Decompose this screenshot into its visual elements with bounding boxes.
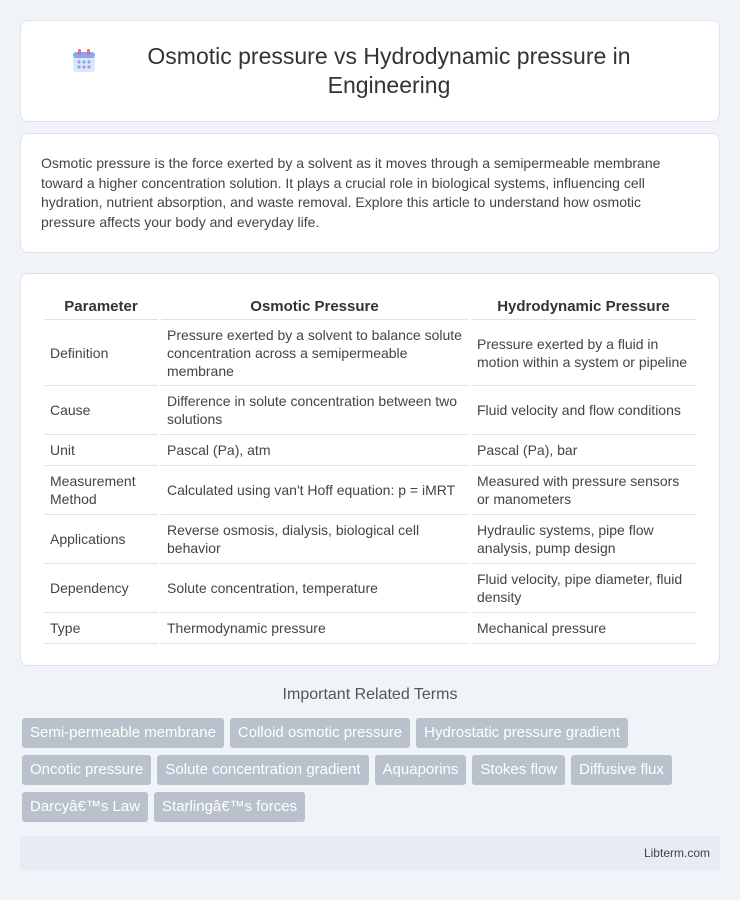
row-hydrodynamic: Mechanical pressure	[471, 613, 696, 644]
header-hydrodynamic: Hydrodynamic Pressure	[471, 294, 696, 320]
row-parameter: Measurement Method	[44, 466, 158, 515]
comparison-table	[41, 294, 699, 644]
footer-site-link[interactable]: Libterm.com	[643, 846, 710, 860]
row-parameter: Type	[44, 613, 158, 644]
related-term-tag[interactable]: Semi-permeable membrane	[22, 718, 224, 748]
intro-card	[20, 133, 720, 253]
table-row	[44, 564, 696, 613]
related-term-tag[interactable]: Starlingâ€™s forces	[154, 792, 305, 822]
row-osmotic: Solute concentration, temperature	[161, 564, 468, 613]
row-hydrodynamic: Fluid velocity and flow conditions	[471, 386, 696, 435]
related-term-tag[interactable]: Colloid osmotic pressure	[230, 718, 410, 748]
comparison-table-card	[20, 273, 720, 666]
page-title: Osmotic pressure vs Hydrodynamic pressure in Engineering	[147, 43, 631, 98]
header-card	[20, 20, 720, 122]
row-osmotic: Pascal (Pa), atm	[161, 435, 468, 466]
calendar-grid-icon	[71, 48, 97, 74]
row-hydrodynamic: Measured with pressure sensors or manometers	[471, 466, 696, 515]
row-parameter: Definition	[44, 320, 158, 386]
related-term-tag[interactable]: Oncotic pressure	[22, 755, 151, 785]
row-parameter: Dependency	[44, 564, 158, 613]
row-parameter: Cause	[44, 386, 158, 435]
intro-text: Osmotic pressure is the force exerted by a solvent as it moves through a semipermeable membrane toward a higher concentration solution. It plays a crucial role in biological systems, influencing cell hydration, nutrient absorption, and waste removal. Explore this article to understand how osmotic pressure affects your body and everyday life.	[41, 155, 661, 230]
row-hydrodynamic: Pascal (Pa), bar	[471, 435, 696, 466]
row-parameter: Unit	[44, 435, 158, 466]
related-term-tag[interactable]: Diffusive flux	[571, 755, 672, 785]
related-term-tag[interactable]: Darcyâ€™s Law	[22, 792, 148, 822]
table-row	[44, 386, 696, 435]
footer	[20, 836, 720, 870]
row-osmotic: Thermodynamic pressure	[161, 613, 468, 644]
row-osmotic: Calculated using van't Hoff equation: p = iMRT	[161, 466, 468, 515]
row-hydrodynamic: Pressure exerted by a fluid in motion within a system or pipeline	[471, 320, 696, 386]
row-parameter: Applications	[44, 515, 158, 564]
header-parameter: Parameter	[44, 294, 158, 320]
table-row	[44, 466, 696, 515]
related-terms-list	[22, 718, 722, 822]
row-osmotic: Difference in solute concentration between two solutions	[161, 386, 468, 435]
related-term-tag[interactable]: Solute concentration gradient	[157, 755, 368, 785]
table-row	[44, 613, 696, 644]
row-hydrodynamic: Hydraulic systems, pipe flow analysis, pump design	[471, 515, 696, 564]
table-row	[44, 435, 696, 466]
row-osmotic: Reverse osmosis, dialysis, biological cell behavior	[161, 515, 468, 564]
related-term-tag[interactable]: Stokes flow	[472, 755, 565, 785]
row-hydrodynamic: Fluid velocity, pipe diameter, fluid density	[471, 564, 696, 613]
table-row	[44, 320, 696, 386]
row-osmotic: Pressure exerted by a solvent to balance solute concentration across a semipermeable membrane	[161, 320, 468, 386]
related-term-tag[interactable]: Aquaporins	[375, 755, 467, 785]
header-osmotic: Osmotic Pressure	[161, 294, 468, 320]
table-row	[44, 515, 696, 564]
related-term-tag[interactable]: Hydrostatic pressure gradient	[416, 718, 628, 748]
related-terms-title: Important Related Terms	[282, 686, 458, 703]
table-header-row	[44, 294, 696, 320]
